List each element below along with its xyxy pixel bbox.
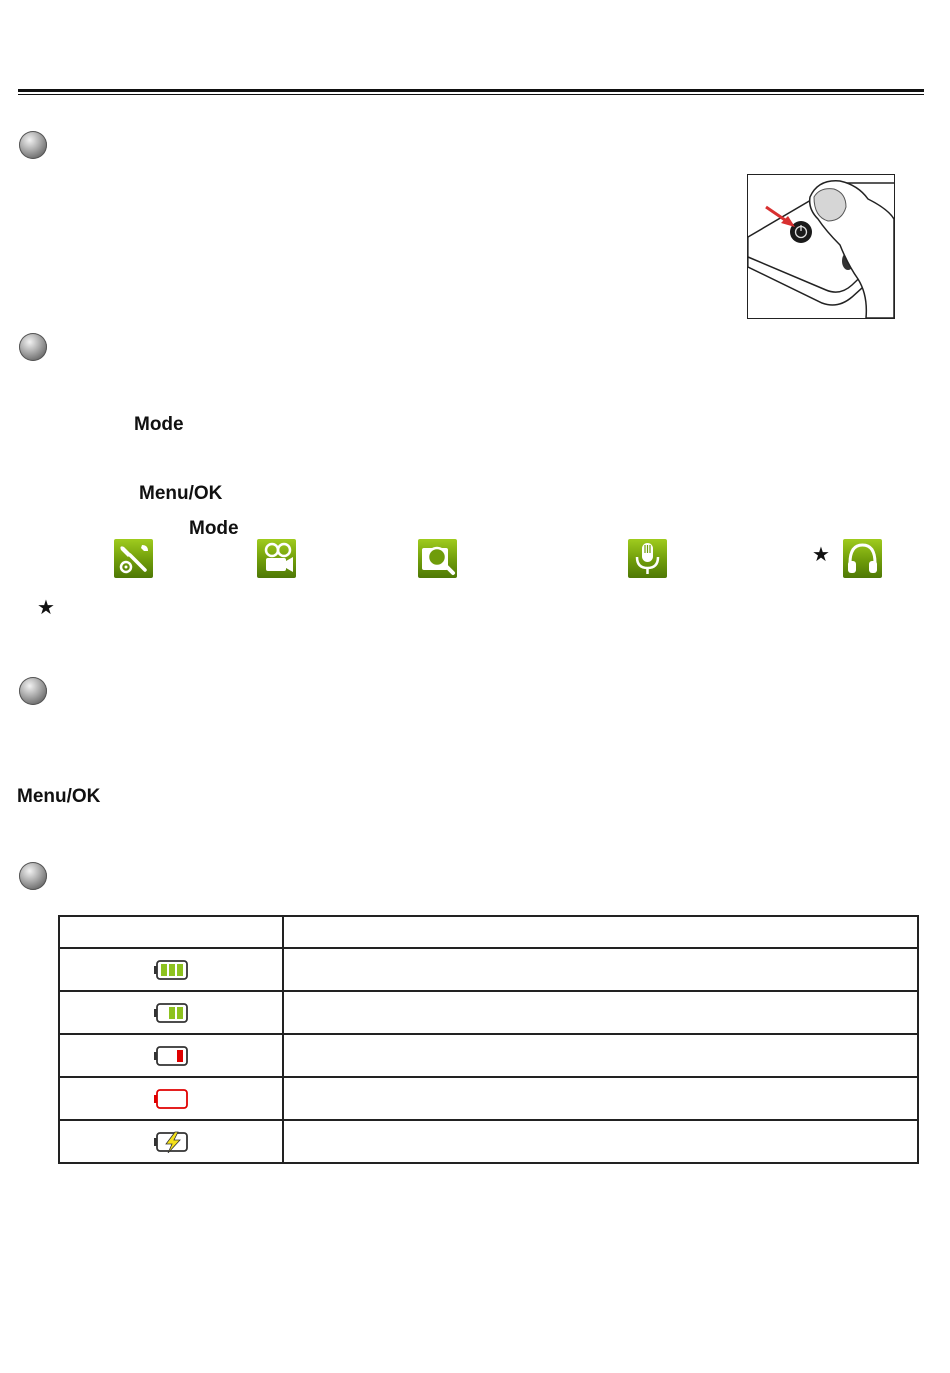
- battery-status-table: [58, 915, 919, 1164]
- battery-empty-icon: [153, 1088, 189, 1110]
- battery-full-description: [283, 948, 918, 991]
- music-mode-icon: [843, 539, 882, 578]
- table-row: [59, 1077, 918, 1120]
- battery-half-description: [283, 991, 918, 1034]
- battery-half-icon: [153, 1002, 189, 1024]
- settings-mode-icon: [114, 539, 153, 578]
- table-header-icon: [59, 916, 283, 948]
- playback-mode-icon: [418, 539, 457, 578]
- table-row: [59, 991, 918, 1034]
- table-row: [59, 1120, 918, 1163]
- section-bullet-menu: [19, 677, 47, 705]
- mode-key-label-2: Mode: [189, 518, 239, 539]
- battery-low-description: [283, 1034, 918, 1077]
- video-mode-icon: [257, 539, 296, 578]
- star-mark: ★: [812, 544, 830, 566]
- battery-charging-description: [283, 1120, 918, 1163]
- section-bullet-power: [19, 131, 47, 159]
- power-button-illustration: [747, 174, 895, 319]
- table-row: [59, 948, 918, 991]
- battery-full-icon: [153, 959, 189, 981]
- mode-key-label: Mode: [134, 414, 184, 435]
- battery-empty-description: [283, 1077, 918, 1120]
- header-rule: [18, 89, 924, 92]
- battery-charging-icon: [153, 1131, 189, 1153]
- footnote-star: ★: [37, 597, 55, 619]
- menu-ok-key-label: Menu/OK: [139, 483, 223, 504]
- table-row: [59, 1034, 918, 1077]
- battery-low-icon: [153, 1045, 189, 1067]
- table-header-description: [283, 916, 918, 948]
- header-rule-thin: [18, 94, 924, 95]
- table-header-row: [59, 916, 918, 948]
- section-bullet-mode: [19, 333, 47, 361]
- voice-record-mode-icon: [628, 539, 667, 578]
- menu-ok-key-label-2: Menu/OK: [17, 786, 101, 807]
- section-bullet-battery: [19, 862, 47, 890]
